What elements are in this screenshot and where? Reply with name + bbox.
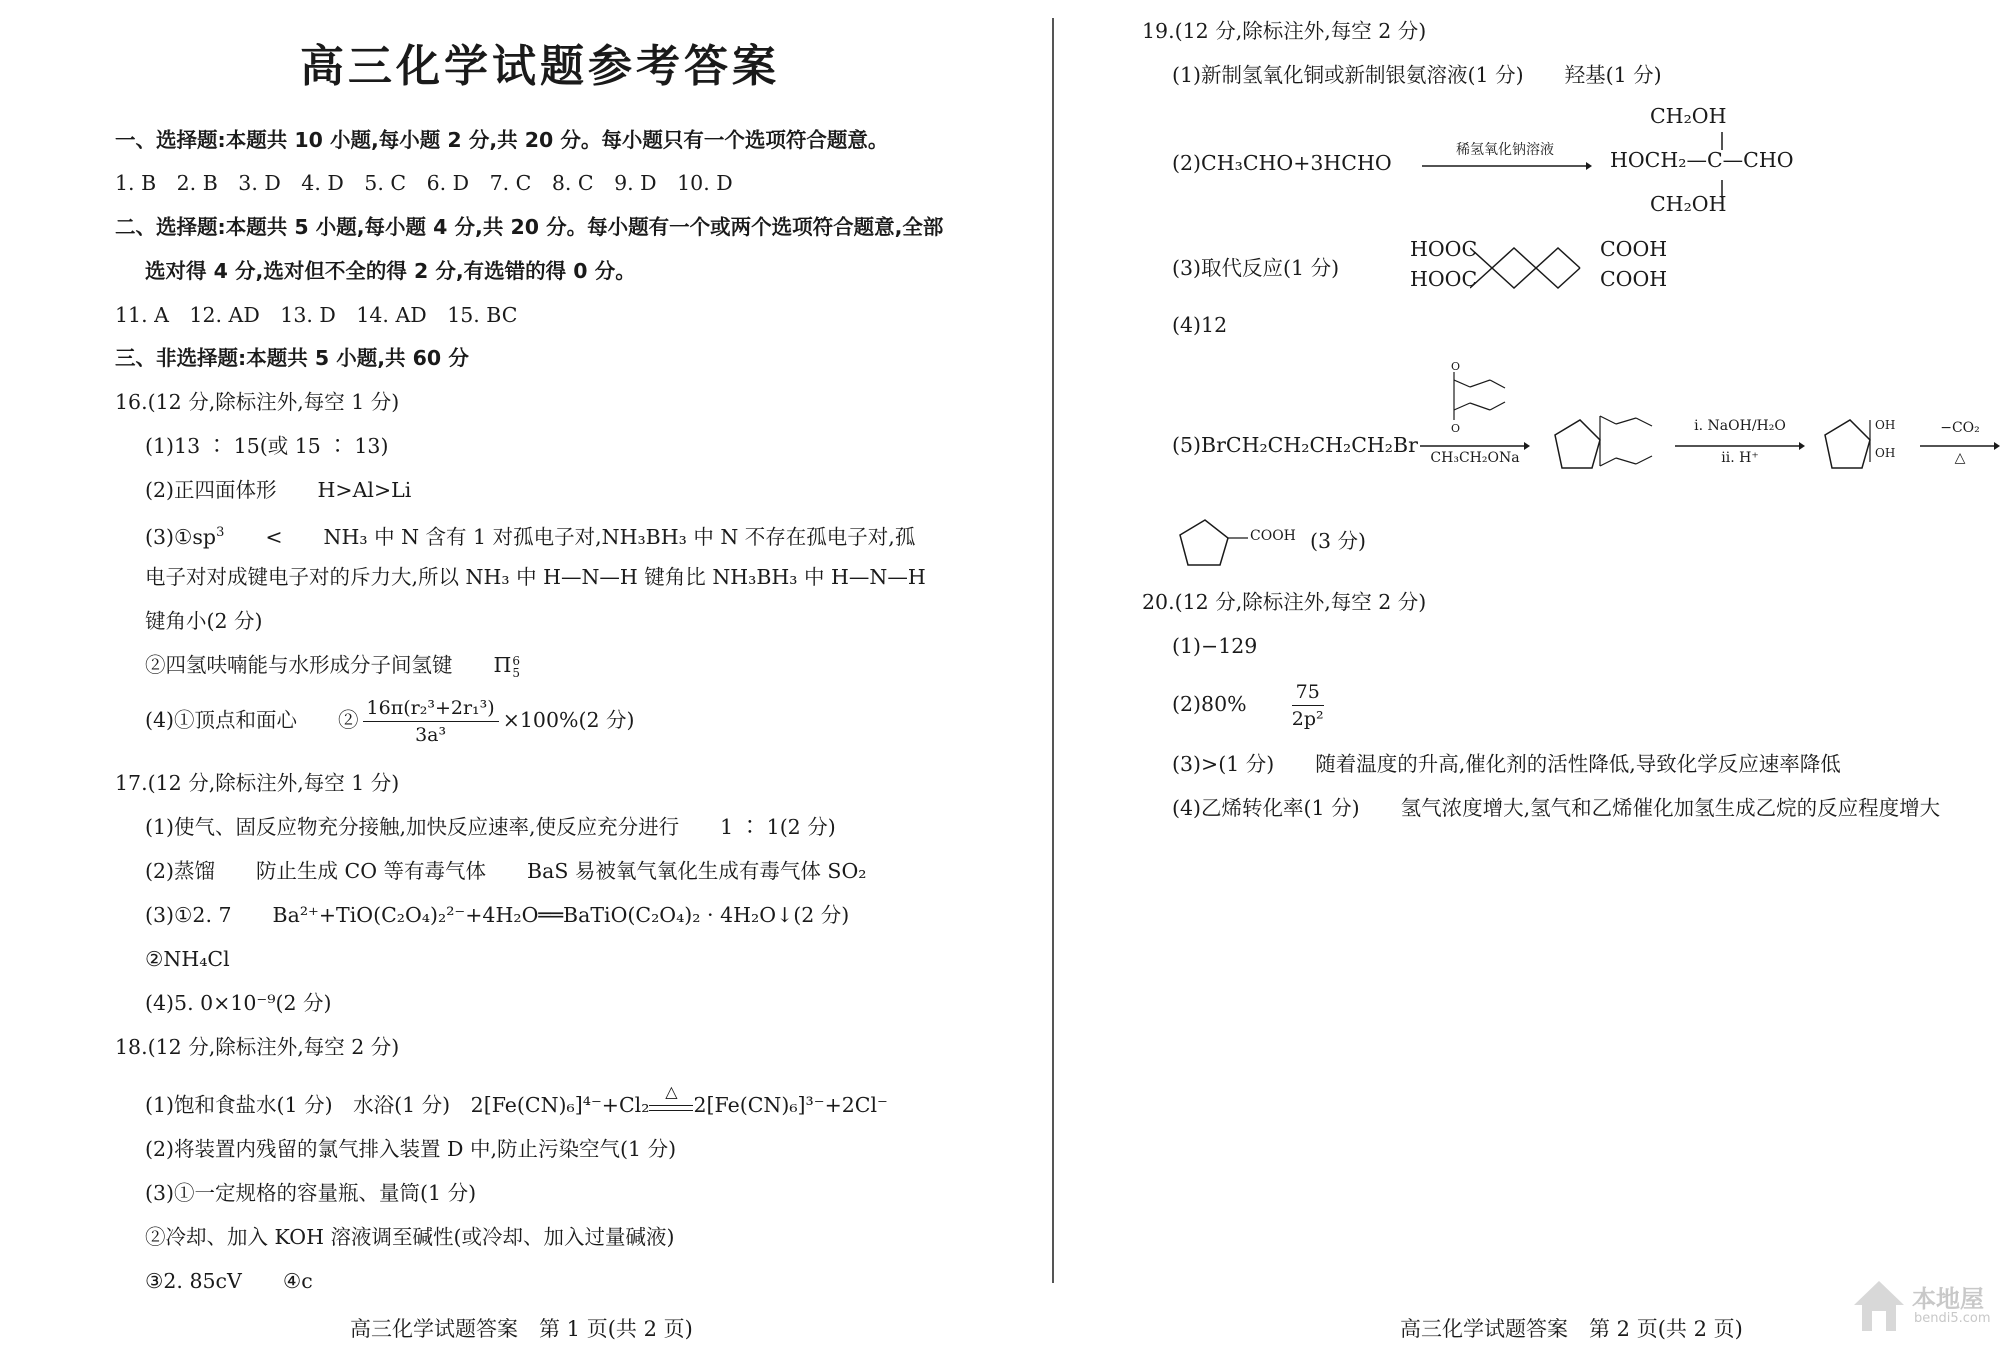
watermark-text: 本地屋 bbox=[1912, 1285, 1984, 1313]
q19-part5-score: (3 分) bbox=[1310, 529, 1367, 553]
q19-part5-start: (5)BrCH₂CH₂CH₂CH₂Br bbox=[1172, 433, 1418, 457]
q18-part1-post: 2[Fe(CN)₆]³⁻+2Cl⁻ bbox=[693, 1093, 888, 1117]
q20-part3: (3)>(1 分) 随着温度的升高,催化剂的活性降低,导致化学反应速率降低 bbox=[1172, 752, 1841, 776]
q17-part3-eq: (3)①2. 7 Ba²⁺+TiO(C₂O₄)₂²⁻+4H₂O══BaTiO(C₂O₄)₂ · 4H₂O↓(2 分) bbox=[145, 903, 850, 927]
q18-part3a: (3)①一定规格的容量瓶、量筒(1 分) bbox=[145, 1181, 477, 1205]
q19-part3-spiro-structure bbox=[1470, 238, 1600, 298]
q19-part3: (3)取代反应(1 分) bbox=[1172, 256, 1340, 280]
q20-part1: (1)−129 bbox=[1172, 634, 1258, 658]
q16-fraction bbox=[363, 695, 499, 748]
q19-part5-final-cooh: COOH bbox=[1250, 528, 1296, 544]
q19-part4: (4)12 bbox=[1172, 313, 1228, 337]
q20-part2-pre: (2)80% bbox=[1172, 692, 1247, 716]
q19-part3-cooh-top: COOH bbox=[1600, 237, 1668, 261]
q19-part5-oh-bot: OH bbox=[1875, 446, 1896, 460]
q16-heading: 16.(12 分,除标注外,每空 1 分) bbox=[115, 390, 400, 414]
q16-part3-pre: (3)①sp bbox=[145, 525, 217, 549]
q19-part2-reactants: (2)CH₃CHO+3HCHO bbox=[1172, 151, 1392, 175]
footer-right: 高三化学试题答案 第 2 页(共 2 页) bbox=[1400, 1317, 1743, 1341]
page-title: 高三化学试题参考答案 bbox=[300, 41, 780, 92]
q19-part5-malonate-reagent bbox=[1435, 360, 1515, 440]
q19-part5-cond3a: −CO₂ bbox=[1940, 420, 1980, 436]
q19-part2-arrow bbox=[1422, 160, 1592, 172]
q16-part3-line3: 键角小(2 分) bbox=[145, 609, 263, 633]
q19-part5-oh-top: OH bbox=[1875, 418, 1896, 432]
q19-part5-diacid-structure bbox=[1810, 400, 1890, 490]
q17-part1: (1)使气、固反应物充分接触,加快反应速率,使反应充分进行 1 ∶ 1(2 分) bbox=[145, 815, 836, 839]
q18-heat-condition: △ bbox=[665, 1081, 678, 1101]
q17-part4: (4)5. 0×10⁻⁹(2 分) bbox=[145, 991, 332, 1015]
q19-heading: 19.(12 分,除标注外,每空 2 分) bbox=[1142, 19, 1427, 43]
q16-part4 bbox=[145, 692, 635, 748]
q16-fraction-den: 3a³ bbox=[415, 724, 447, 746]
q16-fraction-num: 16π(r₂³+2r₁³) bbox=[363, 695, 499, 722]
q17-heading: 17.(12 分,除标注外,每空 1 分) bbox=[115, 771, 400, 795]
sec1-heading: 一、选择题:本题共 10 小题,每小题 2 分,共 20 分。每小题只有一个选项符合题意。 bbox=[115, 128, 889, 152]
q16-part3-line4 bbox=[145, 650, 520, 680]
q20-fraction-num: 75 bbox=[1292, 679, 1324, 706]
watermark-logo bbox=[1842, 1275, 1992, 1339]
q16-part3-sup: 3 bbox=[216, 525, 225, 540]
sec2-answers: 11. A 12. AD 13. D 14. AD 15. BC bbox=[115, 303, 518, 327]
q18-heading: 18.(12 分,除标注外,每空 2 分) bbox=[115, 1035, 400, 1059]
q19-part3-hooc-bot: HOOC bbox=[1410, 267, 1478, 291]
q18-part3b: ②冷却、加入 KOH 溶液调至碱性(或冷却、加入过量碱液) bbox=[145, 1225, 675, 1249]
q16-part3-rest: < NH₃ 中 N 含有 1 对孤电子对,NH₃BH₃ 中 N 不存在孤电子对,孤 bbox=[224, 525, 916, 549]
sec2-heading-a: 二、选择题:本题共 5 小题,每小题 4 分,共 20 分。每小题有一个或两个选项符合题意,全部 bbox=[115, 215, 944, 239]
right-page bbox=[1060, 0, 2004, 1345]
house-icon bbox=[1850, 1277, 1908, 1335]
malonate-o-label-2: O bbox=[1451, 422, 1461, 435]
q16-part4-post: ×100%(2 分) bbox=[502, 708, 635, 732]
footer-left: 高三化学试题答案 第 1 页(共 2 页) bbox=[350, 1317, 693, 1341]
q18-part2: (2)将装置内残留的氯气排入装置 D 中,防止污染空气(1 分) bbox=[145, 1137, 677, 1161]
q18-part1-pre: (1)饱和食盐水(1 分) 水浴(1 分) 2[Fe(CN)₆]⁴⁻+Cl₂ bbox=[145, 1093, 650, 1117]
q20-fraction-den: 2p² bbox=[1291, 708, 1324, 730]
q16-pi-sub: 5 bbox=[512, 665, 521, 680]
q16-part2: (2)正四面体形 H>Al>Li bbox=[145, 478, 412, 502]
q20-part4: (4)乙烯转化率(1 分) 氢气浓度增大,氢气和乙烯催化加氢生成乙烷的反应程度增大 bbox=[1172, 796, 1941, 820]
q17-part2: (2)蒸馏 防止生成 CO 等有毒气体 BaS 易被氧气氧化生成有毒气体 SO₂ bbox=[145, 859, 867, 883]
q16-part3-line2: 电子对对成键电子对的斥力大,所以 NH₃ 中 H—N—H 键角比 NH₃BH₃ 中 H—N—H bbox=[145, 565, 926, 589]
q19-part5-diester-structure bbox=[1540, 400, 1660, 490]
q19-part2-condition: 稀氢氧化钠溶液 bbox=[1456, 142, 1554, 158]
q16-part3-line1 bbox=[145, 518, 915, 552]
q18-part1 bbox=[145, 1081, 888, 1120]
q19-part2-product-bot: CH₂OH bbox=[1650, 192, 1727, 216]
q20-fraction bbox=[1292, 679, 1324, 732]
q19-part5-final-structure bbox=[1170, 510, 1260, 580]
q20-heading: 20.(12 分,除标注外,每空 2 分) bbox=[1142, 590, 1427, 614]
q20-part2 bbox=[1172, 676, 1328, 732]
page-divider bbox=[1052, 18, 1054, 1283]
sec1-answers: 1. B 2. B 3. D 4. D 5. C 6. D 7. C 8. C 9. D 10. D bbox=[115, 171, 733, 195]
q18-part3c: ③2. 85cV ④c bbox=[145, 1269, 313, 1293]
q19-part3-hooc-top: HOOC bbox=[1410, 237, 1478, 261]
q19-part2-product-mid: HOCH₂—C—CHO bbox=[1610, 148, 1794, 172]
watermark-url: bendi5.com bbox=[1914, 1311, 1991, 1326]
q16-part1: (1)13 ∶ 15(或 15 ∶ 13) bbox=[145, 434, 389, 458]
q16-pi-sup: 6 bbox=[512, 653, 521, 668]
q16-part3d-pre: ②四氢呋喃能与水形成分子间氢键 Π bbox=[145, 653, 512, 677]
q19-part5-cond1: CH₃CH₂ONa bbox=[1430, 450, 1520, 466]
q19-part5-cond3b: △ bbox=[1954, 450, 1966, 466]
q16-part4-pre: (4)①顶点和面心 ② bbox=[145, 708, 359, 732]
sec2-heading-b: 选对得 4 分,选对但不全的得 2 分,有选错的得 0 分。 bbox=[145, 259, 636, 283]
q19-part1: (1)新制氢氧化铜或新制银氨溶液(1 分) 羟基(1 分) bbox=[1172, 63, 1662, 87]
malonate-o-label: O bbox=[1451, 360, 1461, 373]
q19-part2-product-top: CH₂OH bbox=[1650, 104, 1727, 128]
q19-part5-cond2b: ⅱ. H⁺ bbox=[1721, 450, 1759, 466]
q17-part3-b: ②NH₄Cl bbox=[145, 947, 230, 971]
sec3-heading: 三、非选择题:本题共 5 小题,共 60 分 bbox=[115, 346, 469, 370]
q19-part5-cond2a: ⅰ. NaOH/H₂O bbox=[1694, 418, 1786, 434]
q19-part3-cooh-bot: COOH bbox=[1600, 267, 1668, 291]
